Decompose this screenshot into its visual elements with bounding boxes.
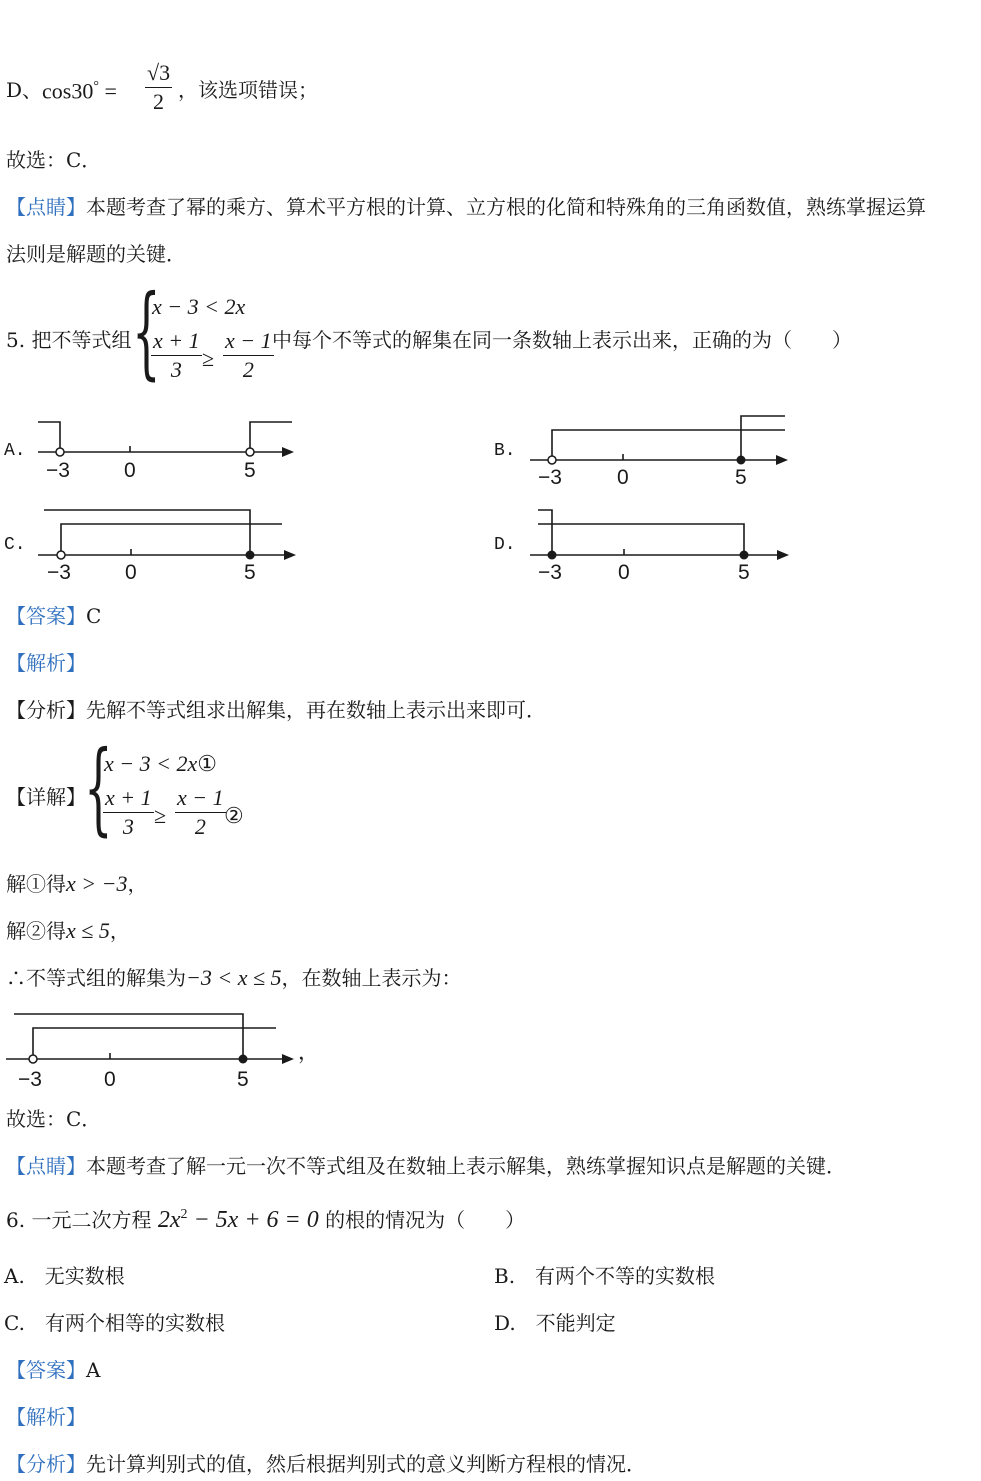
- cos-func: cos: [42, 78, 72, 104]
- detail-ineq1: [104, 753, 217, 775]
- note2-line: [6, 1156, 846, 1176]
- answer5-line: [6, 606, 101, 626]
- tick-label-m3: −3: [538, 561, 562, 584]
- choose-line-1: 故选：C．: [6, 148, 102, 172]
- q5-ineq1: x − 3 < 2x: [152, 294, 246, 319]
- tick-label-m3: −3: [46, 459, 70, 482]
- tick-label-5: 5: [735, 466, 747, 489]
- tick-label-0: 0: [617, 466, 629, 489]
- tick-label-m3: −3: [538, 466, 562, 489]
- option-b-numberline: [490, 406, 800, 491]
- sol2-post: ，: [109, 919, 130, 943]
- sol3-expr: −3 < x ≤ 5: [186, 965, 282, 990]
- q6-sup: 2: [180, 1207, 188, 1222]
- tick-label-m3: −3: [47, 561, 71, 584]
- cos-angle: 30: [71, 78, 94, 104]
- q5-brace: {: [132, 273, 161, 390]
- tick-label-5: 5: [244, 561, 256, 584]
- fenxi-tag: 【分析】: [6, 1452, 86, 1476]
- note1-text1: 本题考查了幂的乘方、算术平方根的计算、立方根的化简和特殊角的三角函数值，熟练掌握运算: [86, 195, 926, 219]
- tick-label-5: 5: [244, 459, 256, 482]
- fenxi5-text: 先解不等式组求出解集，再在数轴上表示出来即可．: [86, 698, 546, 722]
- q6-line: [6, 1208, 525, 1232]
- q4-d-tail: ，该选项错误；: [178, 78, 318, 102]
- tick-label-0: 0: [618, 561, 630, 584]
- equals: =: [104, 78, 117, 104]
- fenxi5-line: [6, 700, 546, 720]
- sol2-expr: x ≤ 5: [66, 918, 110, 943]
- q5-f2-num: x − 1: [223, 330, 274, 356]
- solution2-line: [6, 920, 130, 942]
- jiexi-tag-1: 【解析】: [6, 651, 86, 675]
- tick-label-0: 0: [125, 561, 137, 584]
- option-d-label: D.: [494, 535, 516, 555]
- tick-label-m3: −3: [18, 1068, 42, 1091]
- solution1-line: [6, 873, 147, 895]
- q6-eq-a: 2x: [157, 1207, 181, 1233]
- q6-option-c: C. 有两个相等的实数根: [4, 1311, 225, 1335]
- q6-eq-b: − 5x + 6 = 0: [187, 1207, 319, 1233]
- option-a-numberline: [0, 412, 310, 487]
- q5-f1-den: 3: [170, 357, 182, 382]
- fenxi6-line: [6, 1454, 646, 1474]
- sol1-expr: x > −3: [66, 871, 128, 896]
- answer-tag: 【答案】: [6, 604, 86, 628]
- option-c-label: C.: [4, 535, 26, 555]
- detail-f1-num: x + 1: [103, 787, 154, 813]
- detail-geq: ≥: [154, 803, 167, 828]
- answer6: A: [86, 1358, 101, 1382]
- solution3-line: [6, 967, 462, 989]
- jiexi-tag-2: 【解析】: [6, 1405, 86, 1429]
- detail-f2-den: 2: [194, 814, 206, 839]
- note2-text: 本题考查了解一元一次不等式组及在数轴上表示解集，熟练掌握知识点是解题的关键．: [86, 1154, 846, 1178]
- note1-line1: [6, 197, 926, 217]
- sol1-pre: 解①得: [6, 872, 66, 896]
- q6-option-d: D. 不能判定: [494, 1311, 616, 1335]
- option-d-numberline: [490, 500, 800, 585]
- detail-f2-num: x − 1: [175, 787, 226, 813]
- detail-brace: {: [84, 729, 113, 846]
- answer6-line: [6, 1360, 100, 1380]
- detail-ineq1-text: x − 3 < 2x: [104, 751, 198, 776]
- detail-f1-den: 3: [122, 814, 134, 839]
- tick-label-5: 5: [237, 1068, 249, 1091]
- q5-f2-den: 2: [242, 357, 254, 382]
- q6-option-b: B. 有两个不等的实数根: [494, 1264, 716, 1288]
- note2-tag: 【点睛】: [6, 1154, 86, 1178]
- q5-geq: ≥: [202, 346, 215, 371]
- option-c-numberline: [0, 500, 310, 585]
- q6-lead: 6. 一元二次方程: [6, 1208, 152, 1232]
- q5-lead: 5. 把不等式组: [6, 328, 132, 352]
- solution-numberline: [0, 1004, 320, 1092]
- note1-tag: 【点睛】: [6, 195, 86, 219]
- circle-2: ②: [224, 803, 244, 828]
- degree-sign: °: [93, 79, 99, 94]
- q5-tail: 中每个不等式的解集在同一条数轴上表示出来，正确的为（ ）: [272, 328, 852, 352]
- option-a-label: A.: [4, 441, 26, 461]
- q4-d-prefix: D、: [6, 78, 43, 102]
- q6-tail: 的根的情况为（ ）: [325, 1208, 526, 1232]
- answer5: C: [86, 604, 102, 628]
- fenxi-tag: 【分析】: [6, 698, 86, 722]
- answer-tag: 【答案】: [6, 1358, 86, 1382]
- note1-line2: 法则是解题的关键．: [6, 242, 186, 266]
- choose-line-2: 故选：C．: [6, 1107, 102, 1131]
- tick-label-0: 0: [124, 459, 136, 482]
- sol3-pre: ∴不等式组的解集为: [6, 966, 186, 990]
- circle-1: ①: [197, 751, 217, 776]
- tick-label-5: 5: [738, 561, 750, 584]
- sol2-pre: 解②得: [6, 919, 66, 943]
- xiangjie-tag: 【详解】: [6, 785, 86, 809]
- q5-f1-num: x + 1: [151, 330, 202, 356]
- sol3-post: ，在数轴上表示为：: [281, 966, 462, 990]
- fenxi6-text: 先计算判别式的值，然后根据判别式的意义判断方程根的情况．: [86, 1452, 646, 1476]
- sol1-post: ，: [127, 872, 148, 896]
- q6-option-a: A. 无实数根: [4, 1264, 125, 1288]
- tick-label-0: 0: [104, 1068, 116, 1091]
- option-b-label: B.: [494, 441, 516, 461]
- trailing-comma: ，: [298, 1041, 319, 1064]
- frac-den-2: 2: [153, 89, 165, 114]
- frac-num-sqrt3: √3: [145, 62, 172, 88]
